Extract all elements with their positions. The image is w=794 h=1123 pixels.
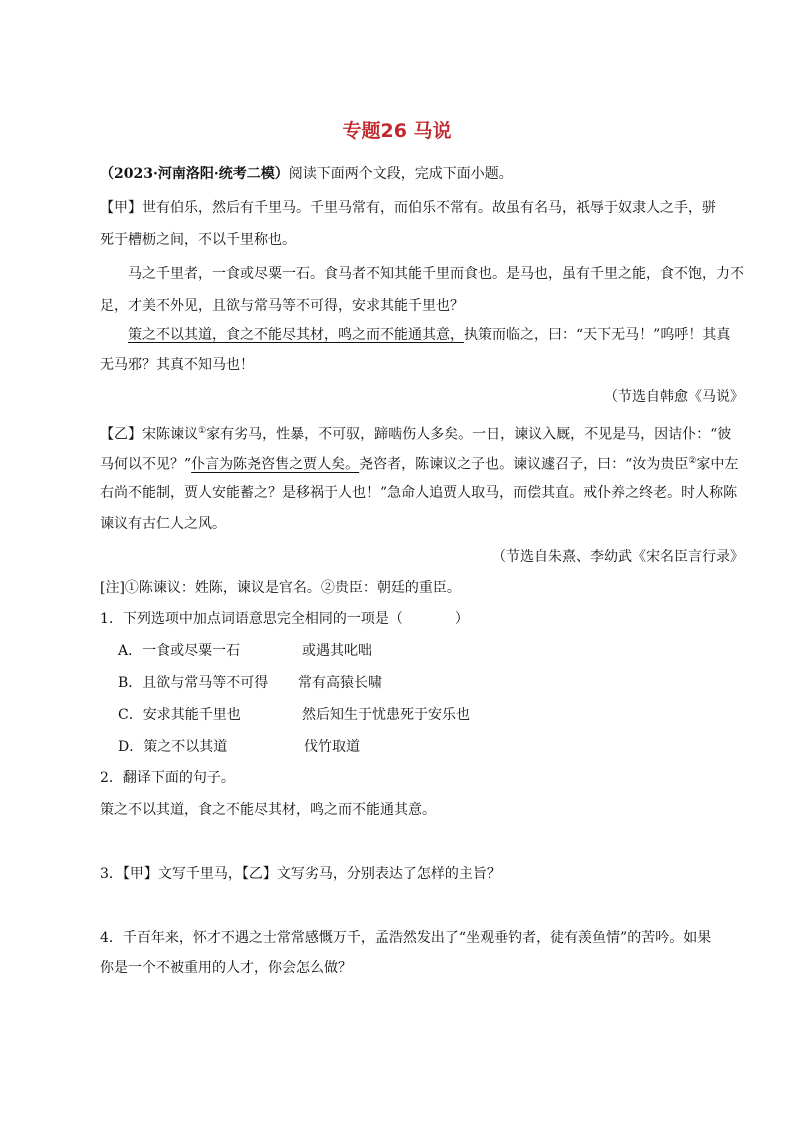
yi-source: （节选自朱熹、李幼武《宋名臣言行录》: [492, 549, 744, 565]
yi-line2-c: 家中左: [696, 456, 739, 473]
question-1-stem: [100, 609, 469, 629]
option-b-left: B．且欲与常马等不可得: [118, 675, 269, 691]
option-c-right: 然后知生于忧患死于安乐也: [302, 707, 470, 723]
option-a-right: 或遇其叱咄: [302, 643, 372, 659]
option-c-left: C．安求其能千里也: [118, 707, 241, 723]
yi-line3: 右尚不能制，贾人安能蓄之？是移祸于人也！”急命人追贾人取马，而偿其直。戒仆养之终老。时人称陈: [100, 485, 738, 501]
jia-p3-line1: [128, 325, 730, 345]
intro-line: [100, 164, 513, 184]
question-4-line2: 你是一个不被重用的人才，你会怎么做？: [100, 960, 352, 976]
note-marker-2: ②: [688, 456, 697, 466]
yi-line4: 谏议有古仁人之风。: [100, 516, 226, 532]
jia-p2-line1: 马之千里者，一食或尽粟一石。食马者不知其能千里而食也。是马也，虽有千里之能，食不饱，力不: [128, 266, 744, 282]
underlined-sentence: 策之不以其道，食之不能尽其材，鸣之而不能通其意，: [128, 327, 464, 343]
jia-p1-line2: 死于槽枥之间，不以千里称也。: [100, 232, 296, 248]
question-2-stem: 2．翻译下面的句子。: [100, 770, 235, 786]
yi-line2: [100, 451, 738, 475]
jia-p3-line2: 无马邪？其真不知马也！: [100, 357, 254, 373]
yi-line2-b: 尧咨者，陈谏议之子也。谏议遽召子，曰：“汝为贵臣: [359, 456, 689, 473]
option-a-left: A．一食或尽粟一石: [118, 643, 241, 659]
question-1-stem-text: 1．下列选项中加点词语意思完全相同的一项是（: [100, 611, 403, 627]
yi-line1-a: 【乙】宋陈谏议: [100, 426, 198, 443]
jia-p3-line1-rest: 执策而临之，曰：“天下无马！”呜呼！其真: [464, 327, 731, 343]
instruction-text: 阅读下面两个文段，完成下面小题。: [288, 166, 513, 182]
yi-line1-b: 家有劣马，性暴，不可驭，蹄啮伤人多矣。一日，谏议入厩，不见是马，因诘仆：“彼: [206, 426, 732, 443]
question-4-line1: 4．千百年来，怀才不遇之士常常感慨万千，孟浩然发出了“坐观垂钓者，徒有羡鱼情”的苦吟。如果: [100, 930, 712, 946]
notes: [注]①陈谏议：姓陈，谏议是官名。②贵臣：朝廷的重臣。: [100, 580, 461, 596]
question-1-stem-close: ）: [454, 611, 469, 627]
jia-p1-line1: 【甲】世有伯乐，然后有千里马。千里马常有，而伯乐不常有。故虽有名马，祇辱于奴隶人之手，骈: [100, 200, 716, 216]
question-3-stem: 3．【甲】文写千里马，【乙】文写劣马，分别表达了怎样的主旨？: [100, 866, 501, 882]
page-title: 专题26 马说: [342, 120, 452, 142]
yi-line2-a: 马何以不见？”: [100, 456, 192, 473]
question-2-sentence: 策之不以其道，食之不能尽其材，鸣之而不能通其意。: [100, 802, 436, 818]
underlined-sentence-yi: 仆言为陈尧咨售之贾人矣。: [191, 456, 360, 473]
option-b-right: 常有高猿长啸: [298, 675, 382, 691]
source-tag: （2023·河南洛阳·统考二模）: [100, 166, 289, 182]
jia-source: （节选自韩愈《马说》: [604, 389, 744, 405]
option-d-left: D．策之不以其道: [118, 739, 228, 755]
note-marker-1: ①: [198, 426, 207, 436]
option-d-right: 伐竹取道: [304, 739, 360, 755]
yi-line1: [100, 421, 731, 445]
jia-p2-line2: 足，才美不外见，且欲与常马等不可得，安求其能千里也？: [100, 298, 464, 314]
